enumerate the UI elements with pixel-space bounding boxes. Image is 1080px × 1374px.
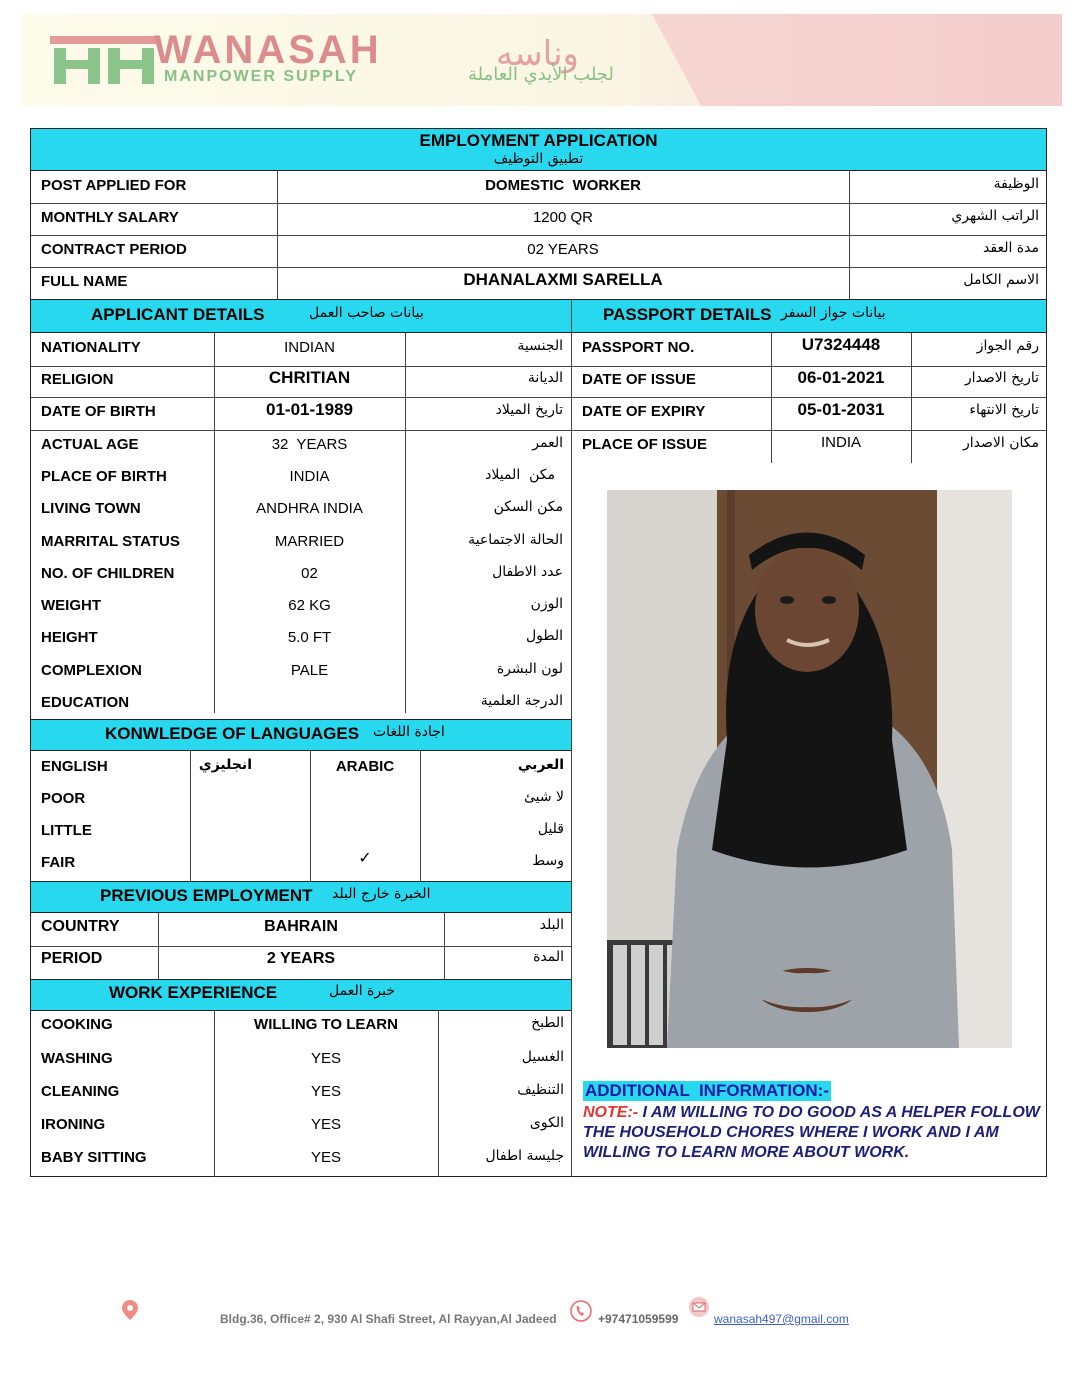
passport-no-arabic: رقم الجواز <box>976 338 1039 354</box>
children-label: NO. OF CHILDREN <box>41 565 175 582</box>
place-of-birth-label: PLACE OF BIRTH <box>41 468 167 485</box>
post-applied-value: DOMESTIC WORKER <box>485 177 641 194</box>
monthly-salary-arabic: الراتب الشهري <box>951 208 1039 224</box>
monthly-salary-value: 1200 QR <box>532 209 594 226</box>
date-of-birth-value: 01-01-1989 <box>266 400 353 419</box>
full-name-arabic: الاسم الكامل <box>963 272 1039 288</box>
country-value: BAHRAIN <box>264 918 338 935</box>
language-poor-label: POOR <box>41 790 86 807</box>
post-applied-label: POST APPLIED FOR <box>41 177 187 194</box>
header-decoration <box>652 14 1062 106</box>
children-arabic: عدد الاطفال <box>492 564 563 580</box>
language-poor-ar: لا شيئ <box>523 789 564 805</box>
arabic-header-arabic: العربي <box>517 757 564 773</box>
weight-label: WEIGHT <box>41 597 101 614</box>
complexion-label: COMPLEXION <box>41 662 142 679</box>
languages-title: KONWLEDGE OF LANGUAGES <box>105 724 360 743</box>
religion-value: CHRITIAN <box>268 368 351 387</box>
complexion-value: PALE <box>290 662 329 679</box>
brand-subtitle-arabic: لجلب الأيدي العاملة <box>468 64 614 85</box>
religion-arabic: الديانة <box>527 370 563 386</box>
language-little-label: LITTLE <box>41 822 92 839</box>
date-of-expiry-value: 05-01-2031 <box>797 400 885 419</box>
wanasah-logo-icon <box>50 36 158 84</box>
period-value: 2 YEARS <box>266 950 336 967</box>
note-label: NOTE:- <box>583 1104 639 1121</box>
brand-name-arabic: وناسه <box>496 34 579 74</box>
english-header-arabic: انجليزي <box>198 757 252 773</box>
full-name-label: FULL NAME <box>41 273 128 290</box>
complexion-arabic: لون البشرة <box>496 661 563 677</box>
country-label: COUNTRY <box>41 918 120 935</box>
passport-no-label: PASSPORT NO. <box>582 339 695 356</box>
nationality-label: NATIONALITY <box>41 339 141 356</box>
brand-subtitle: MANPOWER SUPPLY <box>164 68 358 85</box>
language-fair-arabic-check-icon: ✓ <box>358 850 372 867</box>
baby-sitting-arabic: جليسة اطفال <box>485 1148 564 1164</box>
post-applied-arabic: الوظيفة <box>993 176 1039 192</box>
monthly-salary-label: MONTHLY SALARY <box>41 209 179 226</box>
brand-name: WANASAH <box>154 28 382 72</box>
nationality-arabic: الجنسية <box>517 338 563 354</box>
passport-details-title-arabic: بيانات جواز السفر <box>781 305 886 321</box>
english-header: ENGLISH <box>41 758 108 775</box>
date-of-issue-value: 06-01-2021 <box>797 368 885 387</box>
marital-status-label: MARRITAL STATUS <box>41 533 180 550</box>
actual-age-arabic: العمر <box>532 435 563 451</box>
footer-address: Bldg.36, Office# 2, 930 Al Shafi Street, Al Rayyan,Al Jadeed <box>220 1312 557 1326</box>
form-title: EMPLOYMENT APPLICATION <box>419 131 658 150</box>
email-icon <box>688 1296 710 1318</box>
height-arabic: الطول <box>525 628 563 644</box>
religion-label: RELIGION <box>41 371 114 388</box>
ironing-label: IRONING <box>41 1116 106 1133</box>
additional-information-title: ADDITIONAL INFORMATION:- <box>585 1081 829 1100</box>
living-town-arabic: مكن السكن <box>493 499 563 515</box>
cleaning-value: YES <box>310 1083 341 1100</box>
height-label: HEIGHT <box>41 629 98 646</box>
languages-title-arabic: اجادة اللغات <box>373 724 445 740</box>
applicant-details-title: APPLICANT DETAILS <box>91 305 265 324</box>
period-arabic: المدة <box>533 949 564 965</box>
living-town-value: ANDHRA INDIA <box>256 500 363 517</box>
cleaning-label: CLEANING <box>41 1083 120 1100</box>
date-of-expiry-label: DATE OF EXPIRY <box>582 403 706 420</box>
arabic-header: ARABIC <box>335 758 395 775</box>
date-of-issue-label: DATE OF ISSUE <box>582 371 696 388</box>
page-footer <box>0 1300 1080 1340</box>
footer-phone: +97471059599 <box>598 1312 679 1326</box>
ironing-arabic: الكوى <box>529 1115 564 1131</box>
baby-sitting-value: YES <box>310 1149 341 1166</box>
nationality-value: INDIAN <box>284 339 335 356</box>
baby-sitting-label: BABY SITTING <box>41 1149 147 1166</box>
company-header <box>22 14 1062 106</box>
washing-label: WASHING <box>41 1050 113 1067</box>
ironing-value: YES <box>310 1116 341 1133</box>
previous-employment-title: PREVIOUS EMPLOYMENT <box>100 886 313 905</box>
education-arabic: الدرجة العلمية <box>480 693 563 709</box>
period-label: PERIOD <box>41 950 103 967</box>
passport-no-value: U7324448 <box>801 335 881 354</box>
place-of-birth-value: INDIA <box>289 468 330 485</box>
language-fair-ar: وسط <box>532 853 564 869</box>
height-value: 5.0 FT <box>287 629 332 646</box>
country-arabic: البلد <box>539 917 564 933</box>
washing-arabic: الغسيل <box>521 1049 564 1065</box>
marital-status-arabic: الحالة الاجتماعية <box>468 532 563 548</box>
language-little-ar: قليل <box>537 821 564 837</box>
passport-details-title: PASSPORT DETAILS <box>603 305 772 324</box>
previous-employment-title-arabic: الخبرة خارج البلد <box>332 886 431 902</box>
footer-email-link[interactable]: wanasah497@gmail.com <box>714 1312 849 1326</box>
applicant-portrait-icon <box>607 490 1012 1048</box>
phone-icon <box>570 1300 592 1322</box>
location-pin-icon <box>122 1300 138 1320</box>
additional-note <box>583 1103 1043 1163</box>
additional-information <box>583 1081 1043 1163</box>
cooking-value: WILLING TO LEARN <box>254 1016 398 1033</box>
contract-period-arabic: مدة العقد <box>983 240 1039 256</box>
form-title-arabic: تطبيق التوظيف <box>493 151 584 167</box>
contract-period-label: CONTRACT PERIOD <box>41 241 187 258</box>
actual-age-value: 32 YEARS <box>271 436 348 453</box>
language-fair-label: FAIR <box>41 854 76 871</box>
living-town-label: LIVING TOWN <box>41 500 141 517</box>
date-of-birth-arabic: تاريخ الميلاد <box>495 402 563 418</box>
place-of-issue-arabic: مكان الاصدار <box>963 435 1039 451</box>
applicant-photo <box>607 490 1012 1048</box>
applicant-details-title-arabic: بيانات صاحب العمل <box>309 305 424 321</box>
contract-period-value: 02 YEARS <box>527 241 599 258</box>
note-text: I AM WILLING TO DO GOOD AS A HELPER FOLLOW THE HOUSEHOLD CHORES WHERE I WORK AND I AM WILLING TO LEARN MORE ABOUT WORK. <box>583 1104 1040 1161</box>
place-of-issue-label: PLACE OF ISSUE <box>582 436 708 453</box>
education-label: EDUCATION <box>41 694 130 711</box>
work-experience-title: WORK EXPERIENCE <box>109 983 278 1002</box>
actual-age-label: ACTUAL AGE <box>41 436 139 453</box>
cooking-arabic: الطبخ <box>531 1015 564 1031</box>
weight-arabic: الوزن <box>530 596 563 612</box>
children-value: 02 <box>301 565 318 582</box>
date-of-birth-label: DATE OF BIRTH <box>41 403 156 420</box>
washing-value: YES <box>310 1050 341 1067</box>
date-of-issue-arabic: تاريخ الاصدار <box>964 370 1039 386</box>
marital-status-value: MARRIED <box>274 533 345 550</box>
work-experience-title-arabic: خبرة العمل <box>329 983 395 999</box>
place-of-birth-arabic: مكن الميلاد <box>485 467 555 483</box>
cleaning-arabic: التنظيف <box>517 1082 564 1098</box>
cooking-label: COOKING <box>41 1016 113 1033</box>
weight-value: 62 KG <box>288 597 331 614</box>
place-of-issue-value: INDIA <box>820 434 861 451</box>
full-name-value: DHANALAXMI SARELLA <box>463 270 663 289</box>
employment-application-form <box>30 128 1047 1177</box>
date-of-expiry-arabic: تاريخ الانتهاء <box>969 402 1039 418</box>
